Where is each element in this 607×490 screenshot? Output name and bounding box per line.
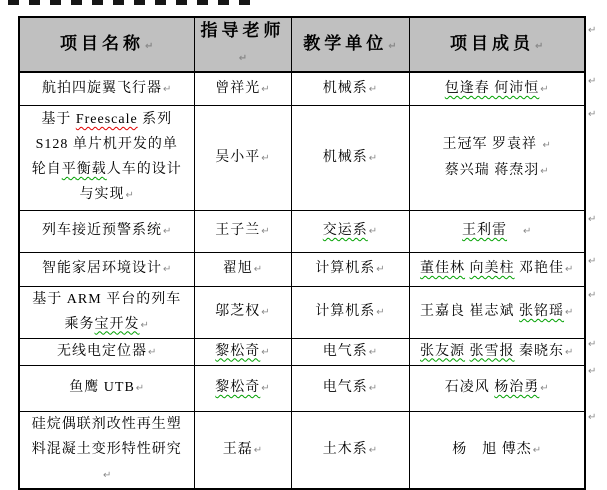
text-run: 智能家居环境设计 bbox=[42, 261, 163, 276]
paragraph-mark: ↵ bbox=[376, 307, 385, 318]
paragraph-mark: ↵ bbox=[253, 444, 263, 456]
unit-cell[interactable] bbox=[291, 365, 409, 411]
teacher-cell[interactable] bbox=[194, 286, 291, 338]
paragraph-mark: ↵ bbox=[163, 264, 172, 275]
paragraph-mark: ↵ bbox=[163, 83, 172, 95]
column-header-4[interactable] bbox=[409, 17, 585, 72]
row-end-paragraph-mark: ↵ bbox=[588, 214, 597, 225]
paragraph-mark: ↵ bbox=[261, 383, 270, 394]
column-header-1[interactable] bbox=[19, 17, 194, 72]
project-name-cell[interactable] bbox=[19, 105, 194, 210]
clipped-text-top bbox=[8, 0, 252, 5]
teacher-cell[interactable] bbox=[194, 338, 291, 365]
column-header-2[interactable] bbox=[194, 17, 291, 72]
teacher-cell[interactable] bbox=[194, 365, 291, 411]
text-run: 航拍四旋翼飞行器 bbox=[42, 80, 163, 96]
project-name-cell[interactable] bbox=[19, 338, 194, 365]
paragraph-mark: ↵ bbox=[261, 307, 270, 318]
teacher-cell[interactable] bbox=[194, 252, 291, 286]
text-run: 指导老师 bbox=[200, 21, 285, 40]
text-run: 平衡载 bbox=[61, 162, 107, 177]
text-run: 包逢春 何沛恒 bbox=[444, 80, 540, 96]
project-name-cell[interactable] bbox=[19, 210, 194, 252]
text-run: 蔡兴瑞 蒋焘羽 bbox=[444, 162, 540, 178]
table-row bbox=[19, 252, 585, 286]
text-run: 张雪报 bbox=[469, 343, 515, 359]
cell-line bbox=[420, 132, 575, 158]
table-row bbox=[19, 365, 585, 411]
text-run: 黎松奇 bbox=[215, 343, 261, 359]
paragraph-mark: ↵ bbox=[368, 444, 378, 456]
text-run: 秦晓东 bbox=[514, 343, 565, 359]
paragraph-mark: ↵ bbox=[368, 383, 378, 394]
table-row bbox=[19, 210, 585, 252]
paragraph-mark: ↵ bbox=[540, 83, 549, 95]
text-run: 机械系 bbox=[322, 80, 368, 96]
text-run: 吴小平 bbox=[215, 149, 261, 165]
row-end-paragraph-mark: ↵ bbox=[588, 366, 597, 377]
paragraph-mark: ↵ bbox=[145, 40, 154, 52]
text-run: 翟旭 bbox=[222, 261, 253, 276]
project-name-cell[interactable] bbox=[19, 252, 194, 286]
text-run: 宝开发 bbox=[94, 316, 140, 332]
text-run: 黎松奇 bbox=[215, 380, 261, 395]
table-row bbox=[19, 286, 585, 338]
unit-cell[interactable] bbox=[291, 72, 409, 105]
paragraph-mark: ↵ bbox=[376, 264, 385, 275]
teacher-cell[interactable] bbox=[194, 105, 291, 210]
project-name-cell[interactable] bbox=[19, 286, 194, 338]
unit-cell[interactable] bbox=[291, 252, 409, 286]
text-run: 基于 bbox=[41, 112, 76, 127]
table-row bbox=[19, 72, 585, 105]
paragraph-mark: ↵ bbox=[238, 53, 248, 64]
text-run: 交运系 bbox=[322, 223, 368, 238]
paragraph-mark: ↵ bbox=[163, 226, 172, 237]
text-run: 计算机系 bbox=[315, 261, 376, 276]
paragraph-mark: ↵ bbox=[565, 264, 574, 275]
members-cell[interactable] bbox=[409, 338, 585, 365]
paragraph-mark: ↵ bbox=[565, 346, 574, 358]
text-run: 王利雷 bbox=[462, 223, 508, 238]
table-row bbox=[19, 338, 585, 365]
text-run: 向美柱 bbox=[469, 261, 515, 276]
text-run: 硅烷偶联剂改性再生塑料混凝土变形特性研究 bbox=[31, 416, 182, 457]
text-run: 邬芝权 bbox=[215, 304, 261, 319]
paragraph-mark: ↵ bbox=[535, 40, 544, 52]
text-run: 人车的设计与实现 bbox=[79, 162, 182, 202]
paragraph-mark: ↵ bbox=[148, 346, 157, 358]
projects-table bbox=[18, 16, 586, 490]
row-end-paragraph-mark: ↵ bbox=[588, 109, 597, 120]
unit-cell[interactable] bbox=[291, 105, 409, 210]
text-run: 曾祥光 bbox=[215, 80, 261, 96]
table-body bbox=[19, 72, 585, 489]
text-run bbox=[507, 223, 522, 238]
paragraph-mark: ↵ bbox=[540, 165, 549, 177]
paragraph-mark: ↵ bbox=[368, 152, 378, 164]
text-run: 董佳林 bbox=[420, 261, 466, 276]
project-name-cell[interactable] bbox=[19, 72, 194, 105]
text-run: 张铭瑶 bbox=[519, 304, 565, 319]
paragraph-mark: ↵ bbox=[253, 264, 263, 275]
text-run: 系列 S128 单片机开发的单轮自 bbox=[31, 112, 178, 177]
paragraph-mark: ↵ bbox=[368, 83, 378, 95]
text-run: 列车接近预警系统 bbox=[42, 223, 163, 238]
paragraph-mark: ↵ bbox=[261, 226, 270, 237]
paragraph-mark: ↵ bbox=[261, 346, 270, 358]
paragraph-mark: ↵ bbox=[542, 139, 551, 151]
members-cell[interactable] bbox=[409, 210, 585, 252]
text-run: 项目成员 bbox=[450, 33, 535, 53]
text-run: 邓艳佳 bbox=[514, 261, 565, 276]
members-cell[interactable] bbox=[409, 72, 585, 105]
row-end-paragraph-mark: ↵ bbox=[588, 256, 597, 267]
row-end-paragraph-mark: ↵ bbox=[588, 25, 597, 36]
row-end-paragraph-mark: ↵ bbox=[588, 412, 597, 423]
column-header-3[interactable] bbox=[291, 17, 409, 72]
text-run: 教学单位 bbox=[303, 33, 388, 53]
paragraph-mark: ↵ bbox=[103, 469, 112, 481]
text-run: 基于 ARM 平台的列车乘务 bbox=[32, 291, 182, 332]
text-run: 项目名称 bbox=[60, 33, 145, 53]
row-end-paragraph-mark: ↵ bbox=[588, 290, 597, 301]
paragraph-mark: ↵ bbox=[523, 226, 532, 237]
paragraph-mark: ↵ bbox=[565, 307, 574, 318]
cell-line bbox=[420, 158, 575, 184]
unit-cell[interactable] bbox=[291, 286, 409, 338]
paragraph-mark: ↵ bbox=[388, 40, 397, 52]
text-run: 土木系 bbox=[322, 441, 368, 457]
text-run: 张友源 bbox=[420, 343, 466, 359]
text-run: 王嘉良 崔志斌 bbox=[420, 304, 520, 319]
paragraph-mark: ↵ bbox=[135, 383, 145, 394]
table-row bbox=[19, 105, 585, 210]
text-run: 计算机系 bbox=[315, 304, 376, 319]
text-run: 王冠军 罗袁祥 bbox=[442, 136, 542, 152]
text-run: 王子兰 bbox=[215, 223, 261, 238]
unit-cell[interactable] bbox=[291, 210, 409, 252]
text-run: 石凌风 bbox=[444, 380, 495, 395]
text-run: 王磊 bbox=[222, 441, 253, 457]
members-cell[interactable] bbox=[409, 365, 585, 411]
paragraph-mark: ↵ bbox=[368, 226, 378, 237]
unit-cell[interactable] bbox=[291, 338, 409, 365]
text-run: 无线电定位器 bbox=[57, 343, 148, 359]
text-run: 杨治勇 bbox=[494, 380, 540, 395]
header-row bbox=[19, 17, 585, 72]
paragraph-mark: ↵ bbox=[125, 190, 134, 201]
paragraph-mark: ↵ bbox=[140, 319, 149, 331]
text-run: Freescale bbox=[75, 112, 138, 127]
paragraph-mark: ↵ bbox=[540, 383, 549, 394]
teacher-cell[interactable] bbox=[194, 72, 291, 105]
paragraph-mark: ↵ bbox=[532, 444, 542, 456]
text-run: 鱼鹰 UTB bbox=[69, 380, 135, 395]
row-end-paragraph-mark: ↵ bbox=[588, 339, 597, 350]
text-run: 电气系 bbox=[322, 380, 368, 395]
text-run: 杨 旭 傅杰 bbox=[452, 441, 532, 457]
members-cell[interactable] bbox=[409, 286, 585, 338]
table-header bbox=[19, 17, 585, 72]
text-run: 机械系 bbox=[322, 149, 368, 165]
text-run: 电气系 bbox=[322, 343, 368, 359]
members-cell[interactable] bbox=[409, 252, 585, 286]
project-name-cell[interactable] bbox=[19, 365, 194, 411]
paragraph-mark: ↵ bbox=[261, 152, 270, 164]
members-cell[interactable] bbox=[409, 105, 585, 210]
paragraph-mark: ↵ bbox=[368, 346, 378, 358]
paragraph-mark: ↵ bbox=[261, 83, 270, 95]
row-end-paragraph-mark: ↵ bbox=[588, 76, 597, 87]
teacher-cell[interactable] bbox=[194, 210, 291, 252]
